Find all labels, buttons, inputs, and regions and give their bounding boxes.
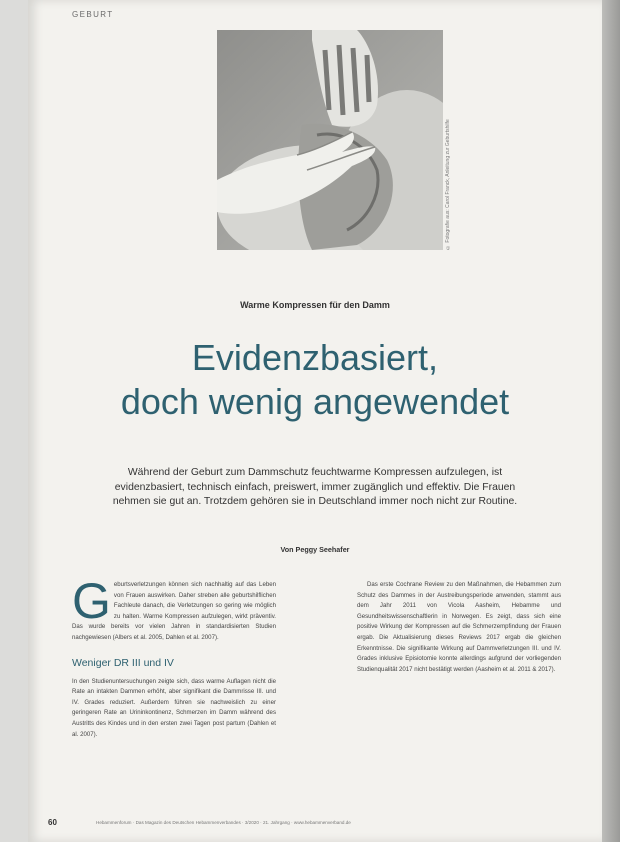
paragraph-text: eburtsverletzungen können sich nachhaltig auf das Leben von Frauen auswirken. Daher streben alle geburtshilflichen Fachleute danach, die Verletzungen so gering wie möglich zu halten. Warme Kompressen aufzulegen, wirkt präventiv. Das wurde bereits vor vielen Jahren in standardisierten Studien nachgewiesen (Albers et al. 2005, Dahlen et al. 2007).	[72, 581, 276, 641]
article-author: Von Peggy Seehafer	[280, 545, 350, 554]
body-paragraph-3: Das erste Cochrane Review zu den Maßnahmen, die Hebammen zum Schutz des Dammes in der Austreibungsperiode anwenden, stammt aus dem Jahr 2011 von Vicola Aasheim, Hebamme und Gesundheitswissenschaftlerin in Norwegen. Es zeigt, dass sich eine positive Wirkung der Kompressen auf die Schmerzempfindung der Frauen ergab. Die Aktualisierung dieses Reviews 2017 ergab die gleichen Erkenntnisse. Die signifikante Wirkung auf Dammverletzungen III. und IV. Grades inklusive Episiotomie konnte allerdings aufgrund der vorliegenden Studienqualität 2017 nicht bestätigt werden (Aasheim et al. 2011 & 2017).	[357, 581, 561, 673]
body-paragraph-1	[72, 573, 276, 644]
body-column-2	[357, 580, 561, 675]
drop-cap: G	[72, 573, 111, 629]
page-footer: Hebammenforum · Das Magazin des Deutschen Hebammenverbandes · 3/2020 · 21. Jahrgang · www.hebammenverband.de	[96, 820, 351, 825]
headline-line-2: doch wenig angewendet	[120, 381, 510, 422]
body-paragraph-2: In den Studienuntersuchungen zeigte sich, dass warme Auflagen nicht die Rate an intakten Dammen erhöht, aber signifikant die Dammrisse III. und IV. Grades reduziert. Außerdem führen sie nachweislich zu einer geringeren Rate an Urininkontinenz, Schmerzen im Damm während des Austritts des Kindes und in den ersten zwei Tagen post partum (Dahlen et al. 2007).	[72, 677, 276, 738]
body-column-1	[72, 573, 276, 740]
birth-photo-illustration	[217, 30, 443, 250]
article-kicker: Warme Kompressen für den Damm	[240, 300, 390, 310]
article-photo	[217, 30, 443, 250]
body-subhead: Weniger DR III und IV	[72, 656, 174, 669]
article-lead: Während der Geburt zum Dammschutz feuchtwarme Kompressen aufzulegen, ist evidenzbasiert, technisch einfach, preiswert, immer zugänglich und effektiv. Die Frauen nehmen sie gut an. Trotzdem gehören sie in Deutschland immer noch nicht zur Routine.	[112, 467, 518, 507]
next-page-edge	[602, 0, 620, 842]
page-number: 60	[48, 818, 57, 827]
article-headline	[28, 336, 602, 424]
section-label: GEBURT	[72, 10, 114, 19]
headline-line-1: Evidenzbasiert,	[191, 337, 439, 378]
photo-credit: © Fotografie aus: Carol Franck, Anleitung zur Geburtshilfe	[445, 119, 451, 250]
magazine-page	[28, 0, 602, 842]
